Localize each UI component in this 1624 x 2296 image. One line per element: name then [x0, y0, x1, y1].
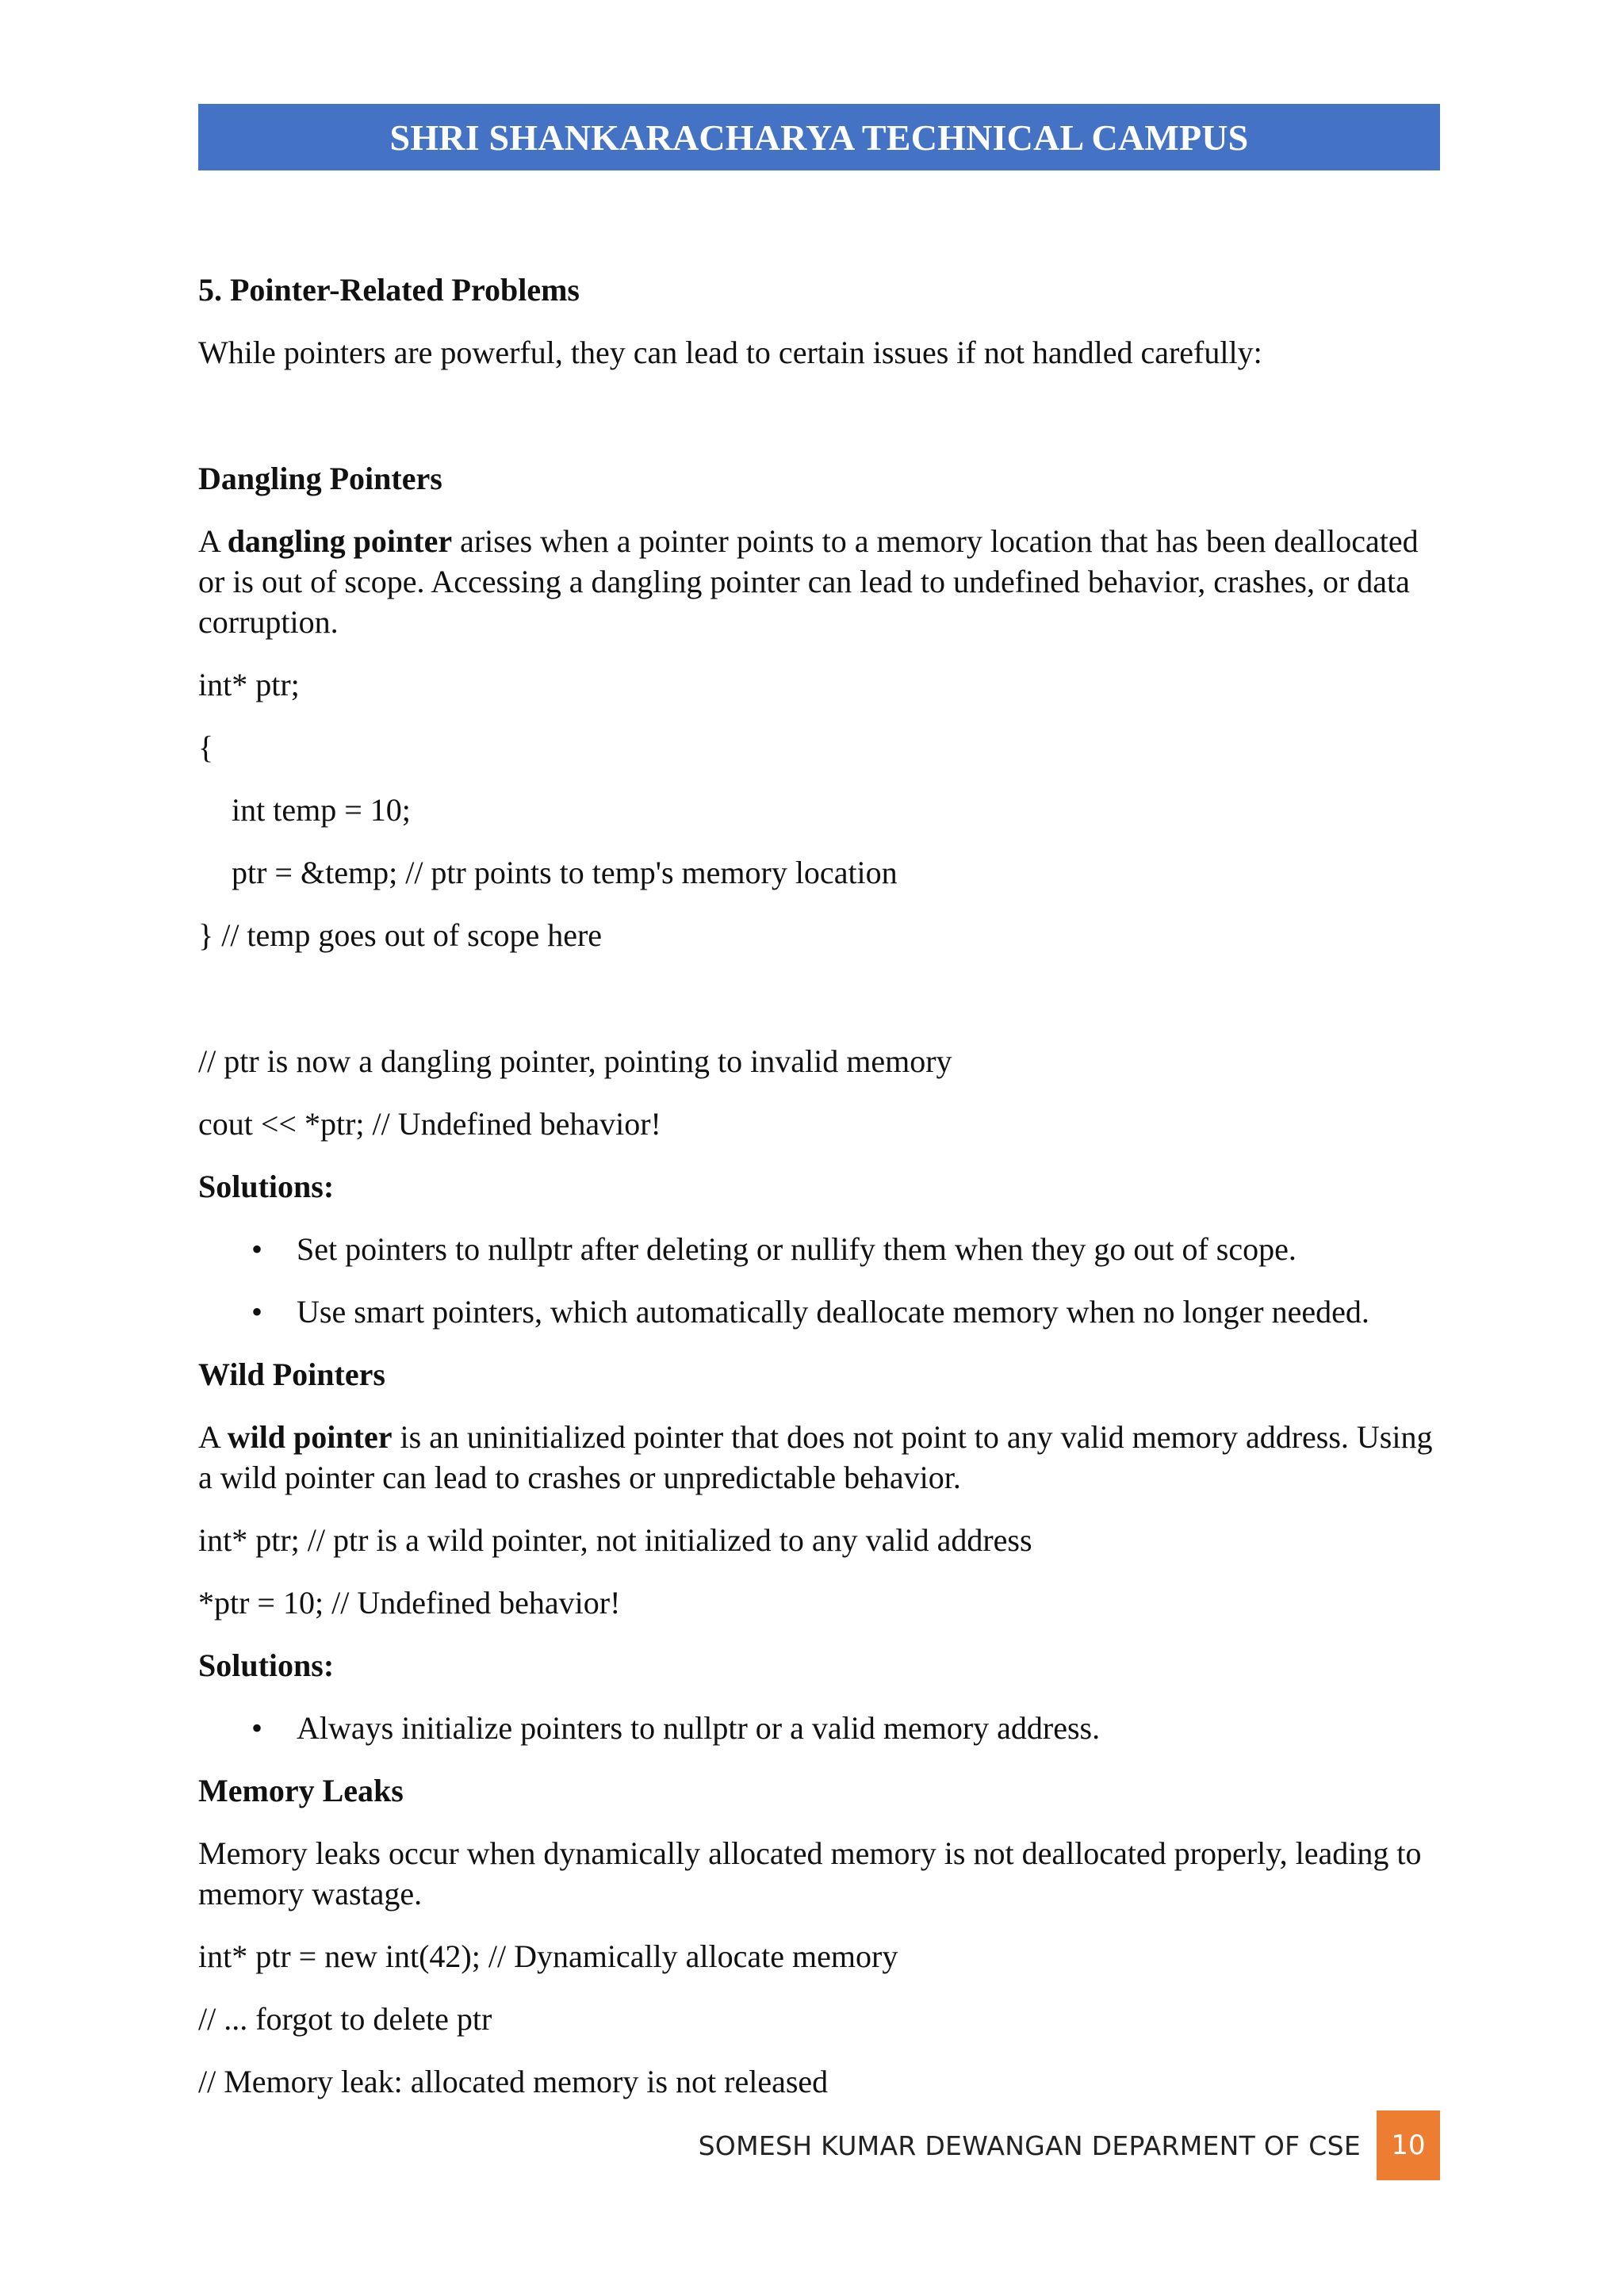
list-item-text: Set pointers to nullptr after deleting or nullify them when they go out of scope.	[297, 1231, 1297, 1267]
code-line: int* ptr;	[198, 667, 300, 702]
wild-para-bold: wild pointer	[227, 1419, 393, 1455]
list-item	[198, 1708, 1440, 1748]
leaks-paragraph: Memory leaks occur when dynamically allocated memory is not deallocated properly, leading to memory wastage.	[198, 1835, 1422, 1911]
wild-solutions-list	[198, 1708, 1440, 1748]
bullet-icon: •	[251, 1294, 262, 1330]
dangling-para-prefix: A	[198, 523, 228, 559]
dangling-solutions-list	[198, 1229, 1440, 1332]
page-footer	[699, 2110, 1440, 2180]
wild-para-rest: is an uninitialized pointer that does not point to any valid memory address. Using a wild pointer can lead to crashes or unpredictable behavior.	[198, 1419, 1433, 1495]
code-line: ptr = &temp; // ptr points to temp's memory location	[232, 855, 898, 890]
bullet-icon: •	[251, 1710, 262, 1746]
section-title: 5. Pointer-Related Problems	[198, 272, 580, 308]
page-content	[198, 270, 1440, 2102]
dangling-para-bold: dangling pointer	[227, 523, 453, 559]
dangling-solutions-label: Solutions:	[198, 1169, 335, 1204]
code-line: *ptr = 10; // Undefined behavior!	[198, 1585, 621, 1621]
wild-para-prefix: A	[198, 1419, 228, 1455]
header-title: SHRI SHANKARACHARYA TECHNICAL CAMPUS	[389, 117, 1249, 158]
code-line: } // temp goes out of scope here	[198, 917, 603, 953]
code-line: cout << *ptr; // Undefined behavior!	[198, 1106, 661, 1142]
footer-text: SOMESH KUMAR DEWANGAN DEPARMENT OF CSE	[698, 2130, 1361, 2161]
code-line: // ptr is now a dangling pointer, pointing to invalid memory	[198, 1043, 952, 1079]
list-item-text: Always initialize pointers to nullptr or a valid memory address.	[297, 1710, 1101, 1746]
wild-paragraph	[198, 1417, 1440, 1498]
list-item-text: Use smart pointers, which automatically deallocate memory when no longer needed.	[297, 1294, 1369, 1330]
list-item	[198, 1292, 1440, 1332]
code-line: int temp = 10;	[232, 792, 411, 828]
code-line: {	[198, 729, 214, 765]
code-line: // ... forgot to delete ptr	[198, 2001, 492, 2037]
wild-heading: Wild Pointers	[198, 1357, 385, 1392]
code-line: int* ptr; // ptr is a wild pointer, not initialized to any valid address	[198, 1522, 1032, 1558]
code-line: // Memory leak: allocated memory is not released	[198, 2064, 829, 2099]
bullet-icon: •	[251, 1231, 262, 1267]
code-line: int* ptr = new int(42); // Dynamically allocate memory	[198, 1938, 898, 1974]
wild-solutions-label: Solutions:	[198, 1647, 335, 1683]
dangling-para-rest: arises when a pointer points to a memory location that has been deallocated or is out of scope. Accessing a dangling pointer can lead to undefined behavior, crashes, or data corruption.	[198, 523, 1419, 640]
list-item	[198, 1229, 1440, 1269]
document-header	[198, 104, 1440, 170]
dangling-heading: Dangling Pointers	[198, 461, 442, 496]
dangling-paragraph	[198, 521, 1440, 642]
section-intro: While pointers are powerful, they can lead to certain issues if not handled carefully:	[198, 335, 1262, 370]
leaks-heading: Memory Leaks	[198, 1773, 404, 1808]
page-number-badge: 10	[1377, 2110, 1440, 2180]
